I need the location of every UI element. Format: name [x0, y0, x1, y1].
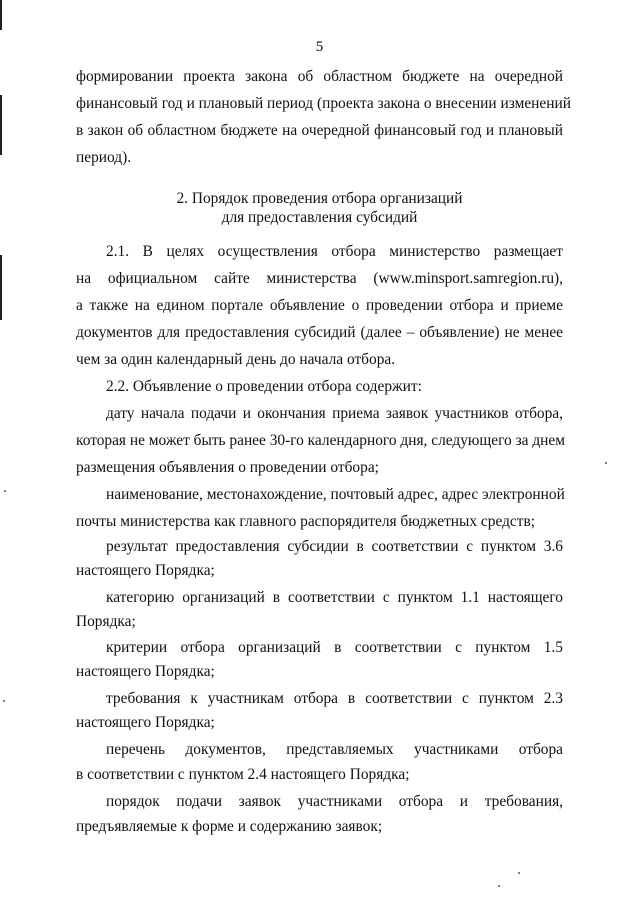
- scan-speck: [498, 885, 500, 887]
- list-item-line: в соответствии с пунктом 2.4 настоящего Порядка;: [76, 766, 410, 783]
- list-item-line: требования к участникам отбора в соответствии с пунктом 2.3: [106, 690, 563, 707]
- list-item-line: почты министерства как главного распорядителя бюджетных средств;: [76, 513, 535, 530]
- scan-edge-mark: [0, 95, 2, 155]
- list-item-line: Порядка;: [76, 613, 136, 630]
- list-item-line: настоящего Порядка;: [76, 663, 215, 680]
- page-number: 5: [315, 39, 324, 55]
- scan-speck: [605, 462, 607, 464]
- scan-speck: [4, 490, 6, 492]
- list-item-line: которая не может быть ранее 30-го календарного дня, следующего за днем: [76, 432, 565, 449]
- list-item-line: настоящего Порядка;: [76, 562, 215, 579]
- clause-2-1-line: документов для предоставления субсидий (далее – объявление) не менее: [76, 324, 563, 341]
- list-item-line: критерии отбора организаций в соответствии с пунктом 1.5: [106, 639, 563, 656]
- clause-2-1-line: на официальном сайте министерства (www.minsport.samregion.ru),: [76, 270, 563, 287]
- scan-speck: [518, 872, 520, 874]
- body-text-line: формировании проекта закона об областном бюджете на очередной: [76, 68, 563, 85]
- list-item-line: размещения объявления о проведении отбора;: [76, 459, 379, 476]
- body-text-line: в закон об областном бюджете на очередной финансовый год и плановый: [76, 122, 563, 139]
- scan-edge-mark: [0, 0, 2, 30]
- clause-2-1-line: а также на едином портале объявление о проведении отбора и приеме: [76, 297, 563, 314]
- list-item-line: результат предоставления субсидии в соответствии с пунктом 3.6: [106, 538, 563, 555]
- body-text-line: период).: [76, 149, 132, 166]
- body-text-line: финансовый год и плановый период (проекта закона о внесении изменений: [76, 95, 571, 112]
- clause-2-1-line: 2.1. В целях осуществления отбора министерство размещает: [106, 243, 563, 260]
- list-item-line: перечень документов, представляемых участниками отбора: [106, 741, 563, 758]
- scan-speck: [3, 700, 5, 702]
- list-item-line: настоящего Порядка;: [76, 714, 215, 731]
- list-item-line: наименование, местонахождение, почтовый адрес, адрес электронной: [106, 486, 565, 503]
- clause-2-2-line: 2.2. Объявление о проведении отбора содержит:: [106, 378, 422, 395]
- list-item-line: порядок подачи заявок участниками отбора и требования,: [106, 793, 563, 810]
- list-item-line: категорию организаций в соответствии с пунктом 1.1 настоящего: [106, 589, 563, 606]
- scan-edge-mark: [0, 255, 2, 320]
- section-heading: 2. Порядок проведения отбора организаций: [176, 190, 463, 207]
- section-heading: для предоставления субсидий: [221, 209, 418, 226]
- list-item-line: дату начала подачи и окончания приема заявок участников отбора,: [106, 405, 563, 422]
- list-item-line: предъявляемые к форме и содержанию заявок;: [76, 818, 383, 835]
- clause-2-1-line: чем за один календарный день до начала отбора.: [76, 351, 396, 368]
